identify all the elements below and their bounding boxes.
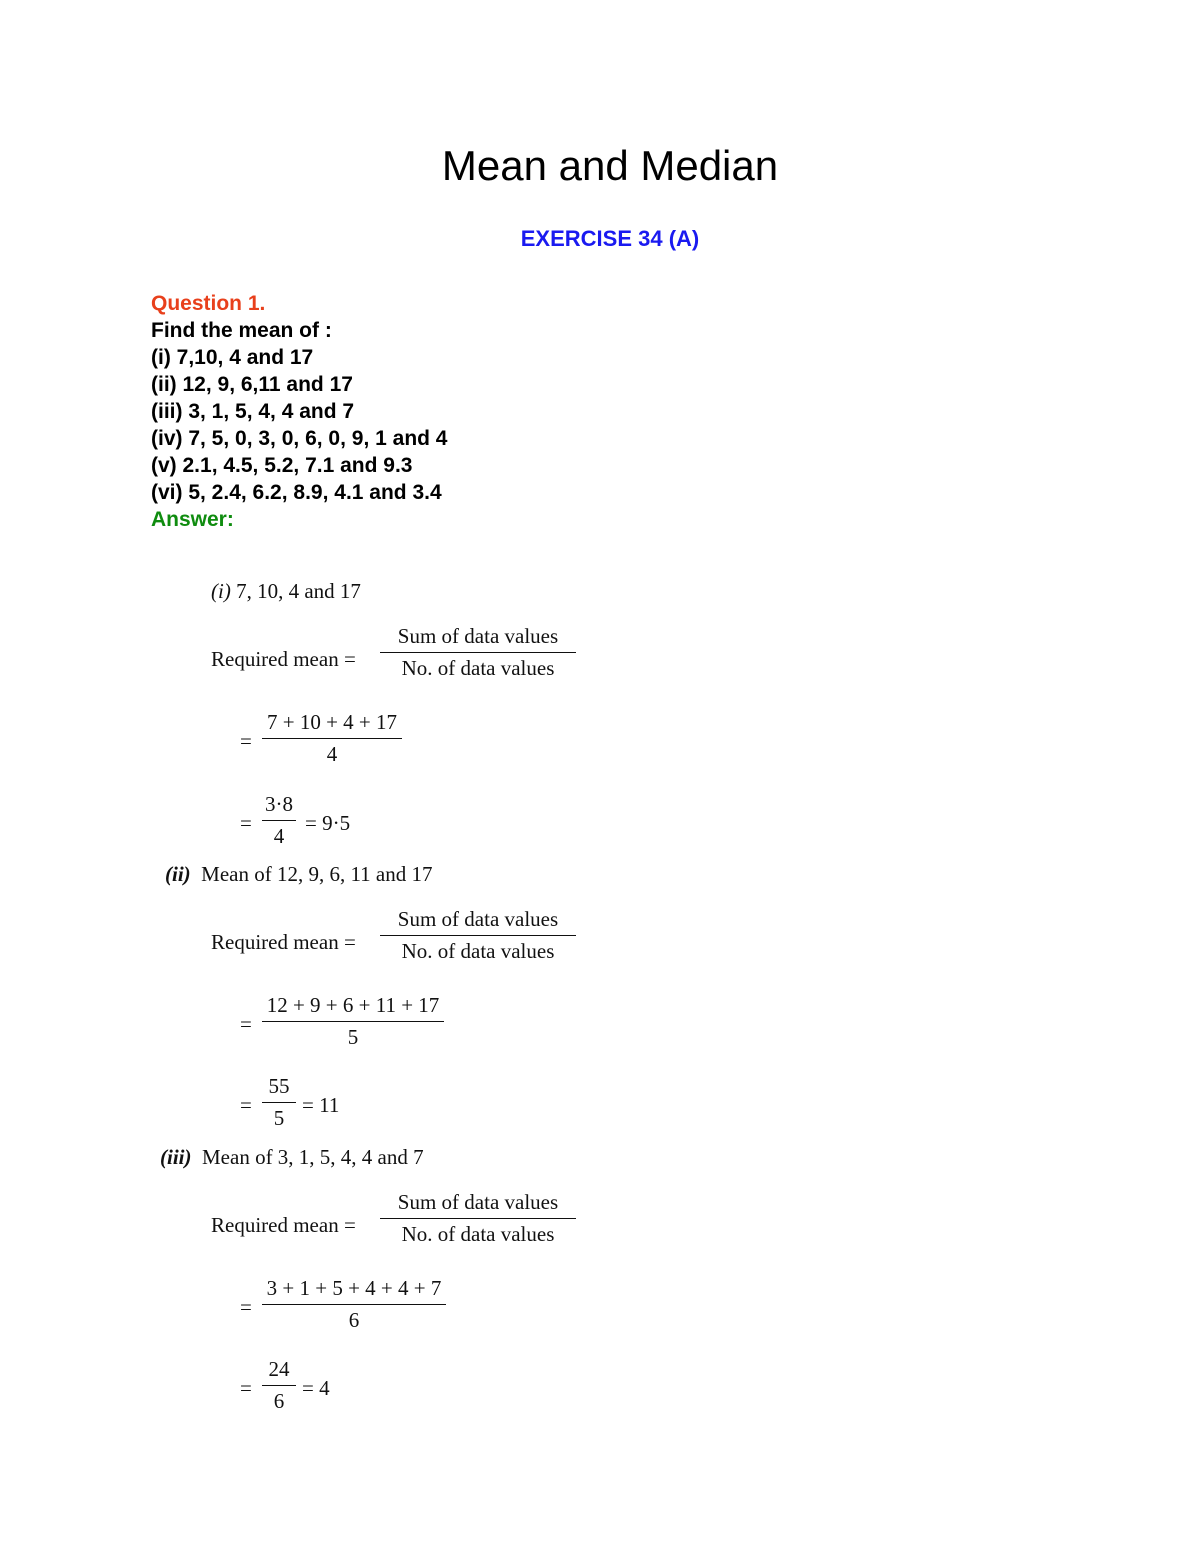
solution-i-step2-eq: = — [240, 811, 252, 835]
fraction-bar — [262, 1102, 296, 1103]
solution-i-formula-lhs: Required mean = — [211, 647, 356, 671]
solution-ii-formula-lhs: Required mean = — [211, 930, 356, 954]
exercise-heading: EXERCISE 34 (A) — [520, 226, 700, 251]
solution-i-step1-fraction — [262, 709, 402, 767]
solution-i-label: (i) — [211, 579, 231, 603]
fraction-bar — [262, 738, 402, 739]
question-part-v: (v) 2.1, 4.5, 5.2, 7.1 and 9.3 — [151, 454, 413, 477]
solution-i-step1-eq: = — [240, 729, 252, 753]
question-part-iii: (iii) 3, 1, 5, 4, 4 and 7 — [151, 400, 355, 423]
step2-denominator: 6 — [273, 1389, 285, 1413]
fraction-bar — [262, 1021, 444, 1022]
step2-numerator: 3·8 — [265, 792, 293, 816]
solution-iii-step1-fraction — [262, 1275, 446, 1333]
fraction-bar — [262, 1385, 296, 1386]
step1-denominator: 5 — [347, 1025, 359, 1049]
step1-denominator: 6 — [348, 1308, 360, 1332]
fraction-bar — [380, 935, 576, 936]
solution-iii-step1-eq: = — [240, 1295, 252, 1319]
question-part-i: (i) 7,10, 4 and 17 — [151, 346, 314, 369]
solution-i-step2-fraction — [262, 791, 296, 849]
question-block — [151, 290, 447, 533]
solution-ii-heading-text: Mean of 12, 9, 6, 11 and 17 — [201, 862, 433, 886]
solution-i-formula-fraction — [380, 623, 576, 681]
step2-numerator: 24 — [268, 1357, 290, 1381]
step1-numerator: 12 + 9 + 6 + 11 + 17 — [266, 993, 440, 1017]
solution-ii-label: (ii) — [165, 862, 191, 886]
solution-ii-step2-eq: = — [240, 1093, 252, 1117]
question-part-iv: (iv) 7, 5, 0, 3, 0, 6, 0, 9, 1 and 4 — [151, 427, 448, 450]
solution-iii-label: (iii) — [160, 1145, 192, 1169]
question-part-vi: (vi) 5, 2.4, 6.2, 8.9, 4.1 and 3.4 — [151, 481, 442, 504]
formula-denominator: No. of data values — [401, 656, 555, 680]
page-title: Mean and Median — [441, 142, 779, 189]
solution-ii-step1-eq: = — [240, 1012, 252, 1036]
formula-denominator: No. of data values — [401, 939, 555, 963]
step1-numerator: 3 + 1 + 5 + 4 + 4 + 7 — [266, 1276, 442, 1300]
formula-numerator: Sum of data values — [397, 907, 559, 931]
solution-iii-formula-lhs: Required mean = — [211, 1213, 356, 1237]
step2-numerator: 55 — [268, 1074, 290, 1098]
question-label: Question 1. — [151, 292, 266, 315]
solution-ii-step2-fraction — [262, 1073, 296, 1131]
step1-numerator: 7 + 10 + 4 + 17 — [266, 710, 398, 734]
formula-denominator: No. of data values — [401, 1222, 555, 1246]
step2-denominator: 5 — [273, 1106, 285, 1130]
question-prompt: Find the mean of : — [151, 319, 332, 342]
fraction-bar — [380, 652, 576, 653]
fraction-bar — [380, 1218, 576, 1219]
solution-iii-result: = 4 — [302, 1376, 330, 1400]
solution-ii-heading — [165, 862, 433, 887]
solution-iii-formula-fraction — [380, 1189, 576, 1247]
solution-ii-result: = 11 — [302, 1093, 340, 1117]
formula-numerator: Sum of data values — [397, 1190, 559, 1214]
fraction-bar — [262, 820, 296, 821]
solution-ii-step1-fraction — [262, 992, 444, 1050]
question-part-ii: (ii) 12, 9, 6,11 and 17 — [151, 373, 353, 396]
step1-denominator: 4 — [326, 742, 338, 766]
step2-denominator: 4 — [273, 824, 285, 848]
solution-i-heading-text: 7, 10, 4 and 17 — [230, 579, 361, 603]
solution-ii-formula-fraction — [380, 906, 576, 964]
fraction-bar — [262, 1304, 446, 1305]
solution-iii-heading — [160, 1145, 424, 1170]
solution-i-result: = 9·5 — [305, 811, 351, 835]
solution-iii-heading-text: Mean of 3, 1, 5, 4, 4 and 7 — [202, 1145, 424, 1169]
formula-numerator: Sum of data values — [397, 624, 559, 648]
answer-label: Answer: — [151, 508, 234, 531]
solution-i-heading — [211, 579, 361, 604]
solution-iii-step2-eq: = — [240, 1376, 252, 1400]
solution-iii-step2-fraction — [262, 1356, 296, 1414]
